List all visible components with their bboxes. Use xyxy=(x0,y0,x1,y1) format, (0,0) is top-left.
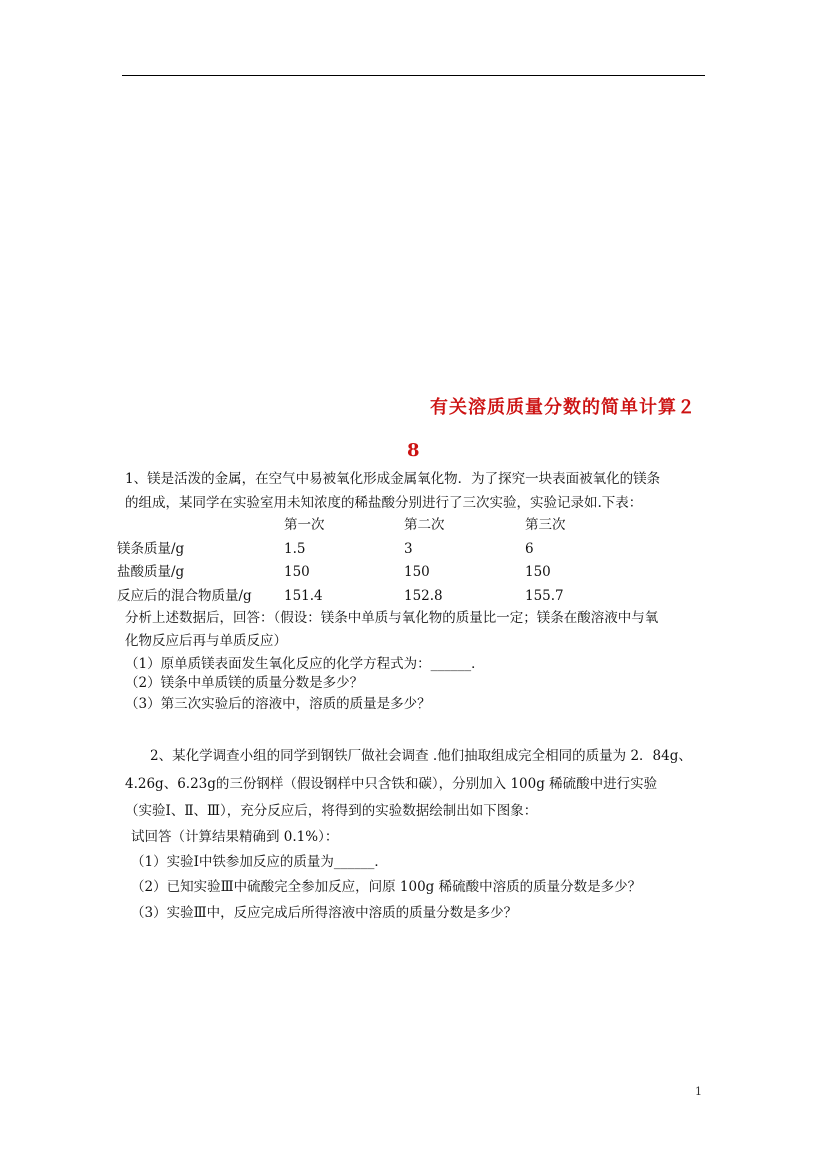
document-title: 有关溶质质量分数的简单计算２ xyxy=(430,397,696,418)
q2-subquestion-1: （1）实验Ⅰ中铁参加反应的质量为______． xyxy=(131,854,388,870)
q2-intro-line3: （实验Ⅰ、Ⅱ、Ⅲ），充分反应后，将得到的实验数据绘制出如下图象： xyxy=(125,803,538,819)
q1-analysis-line1: 分析上述数据后，回答：（假设：镁条中单质与氧化物的质量比一定；镁条在酸溶液中与氧 xyxy=(125,610,659,626)
table-cell: 6 xyxy=(525,541,534,557)
q2-subquestion-2: （2）已知实验Ⅲ中硫酸完全参加反应，问原 100g 稀硫酸中溶质的质量分数是多少？ xyxy=(131,879,642,895)
table-cell: 150 xyxy=(404,564,430,580)
q2-intro-line2: 4.26g、6.23g的三份钢样（假设钢样中只含铁和碳），分别加入 100g 稀硫酸中进行实验 xyxy=(125,776,658,792)
table-cell: 152.8 xyxy=(404,588,443,604)
table-header-second: 第二次 xyxy=(404,517,445,533)
table-cell: 155.7 xyxy=(525,588,564,604)
table-header-first: 第一次 xyxy=(284,517,325,533)
q1-subquestion-1: （1）原单质镁表面发生氧化反应的化学方程式为：______． xyxy=(125,656,485,672)
table-cell: 3 xyxy=(404,541,413,557)
q1-subquestion-3: （3）第三次实验后的溶液中，溶质的质量是多少？ xyxy=(125,696,431,712)
q1-analysis-line2: 化物反应后再与单质反应） xyxy=(125,633,287,649)
page-number: 1 xyxy=(695,1085,702,1098)
table-cell: 150 xyxy=(525,564,551,580)
q2-intro-line1: 2、某化学调查小组的同学到钢铁厂做社会调查 .他们抽取组成完全相同的质量为 2．84g、 xyxy=(150,748,692,764)
q2-subquestion-3: （3）实验Ⅲ中，反应完成后所得溶液中溶质的质量分数是多少？ xyxy=(131,905,518,921)
table-cell: 150 xyxy=(284,564,310,580)
q1-intro-line1: 1、镁是活泼的金属，在空气中易被氧化形成金属氧化物．为了探究一块表面被氧化的镁条 xyxy=(125,471,661,487)
table-row-label: 反应后的混合物质量/g xyxy=(117,588,252,604)
header-rule xyxy=(122,75,705,76)
table-header-third: 第三次 xyxy=(525,517,566,533)
q1-intro-line2: 的组成，某同学在实验室用未知浓度的稀盐酸分别进行了三次实验，实验记录如.下表： xyxy=(125,495,643,511)
q1-subquestion-2: （2）镁条中单质镁的质量分数是多少？ xyxy=(125,675,364,691)
q2-prompt: 试回答（计算结果精确到 0.1%）： xyxy=(131,829,339,845)
table-cell: 1.5 xyxy=(284,541,306,557)
table-cell: 151.4 xyxy=(284,588,323,604)
document-title-continuation: 8 xyxy=(407,440,420,461)
table-row-label: 盐酸质量/g xyxy=(117,564,185,580)
table-row-label: 镁条质量/g xyxy=(117,541,185,557)
